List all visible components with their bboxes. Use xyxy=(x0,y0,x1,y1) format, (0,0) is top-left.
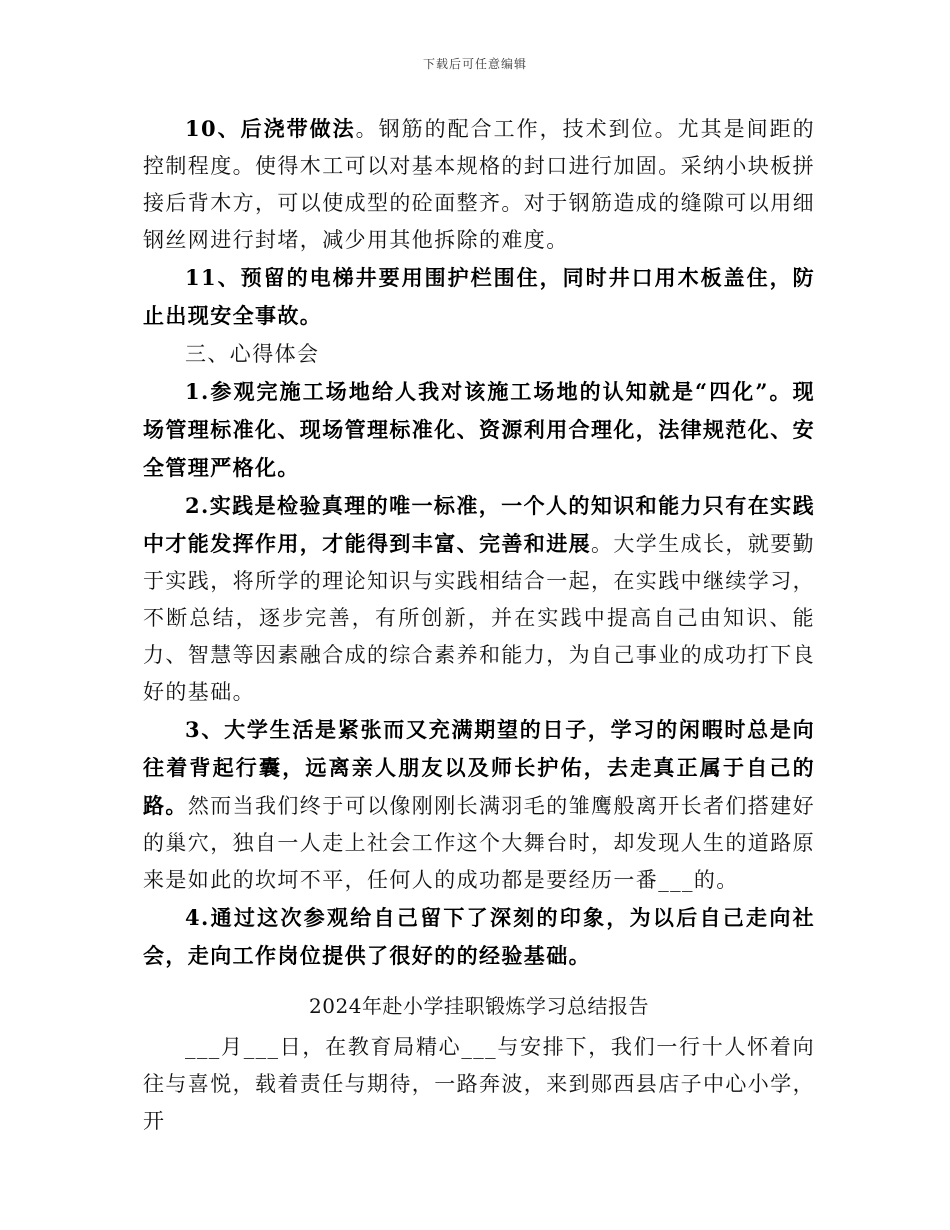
document-body xyxy=(143,110,815,1140)
report-opening-paragraph: ___月___日，在教育局精心___与安排下，我们一行十人怀着向往与喜悦，载着责任与期待，一路奔波，来到郧西县店子中心小学，开 xyxy=(143,1035,815,1133)
paragraph-bold-lead: 10、后浇带做法 xyxy=(185,116,356,141)
paragraph-text: 然而当我们终于可以像刚刚长满羽毛的雏鹰般离开长者们搭建好的巢穴，独自一人走上社会工作这个大舞台时，却发现人生的道路原来是如此的坎坷不平，任何人的成功都是要经历一番___的。 xyxy=(143,794,816,892)
reflection-3 xyxy=(143,711,815,899)
paragraph-bold-lead: 3、大学生活是紧张而又充满期望的日子，学习的闲暇时总是向往着背起行囊，远离亲人朋友以及师长护佑，去走真正属于自己的路。 xyxy=(143,717,815,818)
section-title: 2024年赴小学挂职锻炼学习总结报告 xyxy=(309,994,649,1018)
paragraph-10-post-pour-strip xyxy=(143,110,815,259)
page-header: 下载后可任意编辑 xyxy=(422,57,527,71)
paragraph-bold-lead: 1.参观完施工场地给人我对该施工场地的认知就是“四化”。现场管理标准化、现场管理标准化、资源利用合理化，法律规范化、安全管理严格化。 xyxy=(143,379,815,480)
paragraph-text: 三、心得体会 xyxy=(185,342,320,366)
paragraph-bold-lead: 4.通过这次参观给自己留下了深刻的印象，为以后自己走向社会，走向工作岗位提供了很好的的经验基础。 xyxy=(143,905,815,968)
paragraph-text: 。钢筋的配合工作，技术到位。尤其是间距的控制程度。使得木工可以对基本规格的封口进行加固。采纳小块板拼接后背木方，可以使成型的砼面整齐。对于钢筋造成的缝隙可以用细钢丝网进行封堵，减少用其他拆除的难度。 xyxy=(143,117,815,252)
paragraph-bold-lead: 2.实践是检验真理的唯一标准，一个人的知识和能力只有在实践中才能发挥作用，才能得到丰富、完善和进展 xyxy=(143,493,815,556)
paragraph-text: 。大学生成长，就要勤于实践，将所学的理论知识与实践相结合一起，在实践中继续学习，不断总结，逐步完善，有所创新，并在实践中提高自己由知识、能力、智慧等因素融合成的综合素养和能力，为自己事业的成功打下良好的基础。 xyxy=(143,532,815,704)
paragraph-bold-lead: 11、预留的电梯井要用围护栏围住，同时井口用木板盖住，防止出现安全事故。 xyxy=(143,265,815,328)
reflection-2 xyxy=(143,487,815,711)
paragraph-11-elevator-shaft xyxy=(143,259,815,335)
section-heading-reflections xyxy=(143,335,815,373)
reflection-4 xyxy=(143,899,815,975)
reflection-1 xyxy=(143,373,815,487)
